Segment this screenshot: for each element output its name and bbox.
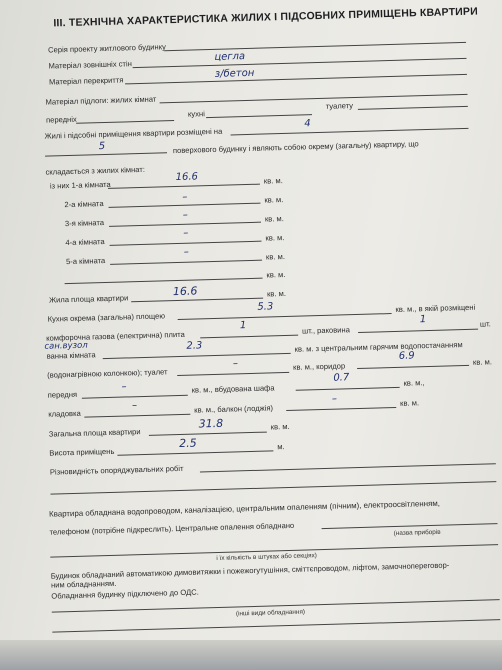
building-text-2: ним обладнанням. xyxy=(50,578,117,590)
room-5-value: – xyxy=(183,246,189,258)
corridor-value: 6.9 xyxy=(398,350,415,362)
stove-line xyxy=(200,335,298,339)
storeys-line xyxy=(45,152,167,156)
toilet-area-line xyxy=(177,372,289,376)
living-area-value: 16.6 xyxy=(172,284,198,299)
room-4-line xyxy=(110,241,262,246)
bottom-shadow xyxy=(0,640,502,670)
living-area-label: Жила площа квартири xyxy=(48,293,129,305)
height-label: Висота приміщень xyxy=(49,446,115,458)
kitchen-area-unit: кв. м., в якій розміщені xyxy=(395,302,476,314)
floor-located-label: Жилі і підсобні приміщення квартири розміщені на xyxy=(44,126,223,141)
kitchen-area-value: 5.3 xyxy=(257,301,274,313)
room-3-unit: кв. м. xyxy=(264,214,284,224)
finishing-line-2 xyxy=(50,481,496,494)
room-3-line xyxy=(109,222,261,227)
ods-text: Обладнання будинку підключено до ОДС. xyxy=(51,587,199,601)
room-3-value: – xyxy=(182,209,188,221)
balcony-unit: кв. м. xyxy=(399,398,420,408)
toilet-area-value: – xyxy=(232,358,239,370)
kitchen-area-line xyxy=(178,313,392,320)
sink-unit: шт. xyxy=(479,319,491,329)
section-title: ІІІ. ТЕХНІЧНА ХАРАКТЕРИСТИКА ЖИЛИХ І ПІДСОБНИХ ПРИМІЩЕНЬ КВАРТИРИ xyxy=(53,5,479,30)
devices-caption: (назва приборів xyxy=(393,528,441,538)
storage-label: кладовка xyxy=(48,408,81,419)
slab-material-label: Матеріал перекриття xyxy=(48,75,124,87)
room-5-label: 5-а кімната xyxy=(65,256,106,267)
total-area-value: 31.8 xyxy=(198,416,224,431)
wall-material-value: цегла xyxy=(214,51,246,63)
slab-material-value: з/бетон xyxy=(214,67,255,80)
other-equipment-line-2 xyxy=(52,619,500,633)
building-text-1: Будинок обладнаний автоматикою димовитяжки і пожежогутушіння, сміттєпроводом, ліфтом, замочнопереговор- xyxy=(50,560,450,581)
storeys-suffix: поверхового будинку і являють собою окрему (загальну) квартиру, що xyxy=(172,139,419,156)
room-5-unit: кв. м. xyxy=(265,251,286,262)
room-2-value: – xyxy=(182,191,188,203)
corridor-label: кв. м., коридор xyxy=(292,361,346,372)
kitchen-label: кухні xyxy=(187,109,205,119)
hallway-line xyxy=(82,395,188,399)
floor-material-label: Матеріал підлоги: жилих кімнат xyxy=(45,94,157,107)
phone-text: телефоном (потрібне підкреслить). Центральне опалення обладнано xyxy=(49,520,295,537)
room-1-value: 16.6 xyxy=(175,171,199,184)
room-extra-unit: кв. м. xyxy=(266,269,286,280)
room-2-unit: кв. м. xyxy=(264,195,284,205)
finishing-label: Різновидність опоряджувальних робіт xyxy=(49,463,184,477)
room-2-label: 2-а кімната xyxy=(64,199,104,210)
sink-value: 1 xyxy=(419,314,427,326)
bathroom-unit: кв. м. з центральним гарячим водопостачанням xyxy=(294,340,463,354)
closet-value: 0.7 xyxy=(333,372,350,384)
storeys-value: 5 xyxy=(98,140,106,153)
room-4-unit: кв. м. xyxy=(265,233,285,243)
corridor-line xyxy=(357,365,469,369)
toilet-line xyxy=(358,106,468,110)
stove-value: 1 xyxy=(239,320,247,332)
total-area-unit: кв. м. xyxy=(270,421,290,432)
room-4-value: – xyxy=(183,227,189,239)
sink-line xyxy=(358,329,478,333)
rooms-intro: складається з жилих кімнат: xyxy=(45,164,146,177)
living-area-line xyxy=(131,298,263,303)
height-line xyxy=(117,450,273,455)
room-4-label: 4-а кімната xyxy=(65,237,105,248)
living-area-unit: кв. м. xyxy=(266,288,287,299)
kitchen-line xyxy=(206,114,312,118)
project-series-line xyxy=(164,42,466,51)
room-2-line xyxy=(109,203,261,208)
height-unit: м. xyxy=(277,442,285,452)
finishing-line-1 xyxy=(200,463,496,472)
bathroom-overwrite: сан.вузол xyxy=(44,340,88,352)
room-1-label: із них 1-а кімната xyxy=(49,179,111,191)
total-area-line xyxy=(149,432,267,436)
bathroom-line xyxy=(103,353,291,359)
wall-material-line xyxy=(133,58,467,68)
height-value: 2.5 xyxy=(178,436,197,451)
closet-unit: кв. м., xyxy=(403,378,425,388)
balcony-value: – xyxy=(331,393,338,405)
slab-material-line xyxy=(125,74,467,85)
bathroom-label: ванна кімната xyxy=(46,350,96,361)
floor-located-line xyxy=(231,128,469,136)
other-caption: (інші види обладнання) xyxy=(235,608,306,618)
stove-unit: шт., раковина xyxy=(301,325,350,336)
floor-located-value: 4 xyxy=(304,118,311,130)
boiler-label: (водонагрівною колонкою); туалет xyxy=(47,367,168,380)
corridor-unit: кв. м. xyxy=(472,357,493,367)
storage-value: – xyxy=(131,400,138,412)
room-extra-line xyxy=(65,278,263,285)
closet-label: кв. м., вбудована шафа xyxy=(191,383,275,395)
hall-line xyxy=(76,120,174,124)
count-caption: і їх кількість в штуках або секціях) xyxy=(216,552,318,563)
wall-material-label: Матеріал зовнішніх стін xyxy=(48,59,132,71)
hallway-label: передня xyxy=(47,389,78,400)
floor-material-line xyxy=(160,94,468,104)
room-1-unit: кв. м. xyxy=(263,176,283,186)
project-series-label: Серія проекту житлового будинку xyxy=(47,42,166,55)
room-5-line xyxy=(110,260,262,265)
kitchen-area-label: Кухня окрема (загальна) площею xyxy=(47,311,166,324)
total-area-label: Загальна площа квартири xyxy=(48,427,141,439)
stove-label: комфорочна газова (електрична) плита xyxy=(46,329,185,343)
hallway-value: – xyxy=(121,381,127,393)
room-1-line xyxy=(108,184,260,189)
storage-line xyxy=(84,414,190,418)
hall-label: передніх xyxy=(45,114,77,125)
closet-line xyxy=(296,387,400,391)
bathroom-value: 2.3 xyxy=(186,340,203,352)
equipped-text: Квартира обладнана водопроводом, каналізацією, центральним опаленням (пічним), електроосвітленням, xyxy=(48,498,441,519)
toilet-label: туалету xyxy=(325,101,354,111)
balcony-line xyxy=(286,407,396,411)
balcony-label: кв. м., балкон (лоджія) xyxy=(194,403,274,415)
room-3-label: 3-я кімната xyxy=(64,218,105,229)
